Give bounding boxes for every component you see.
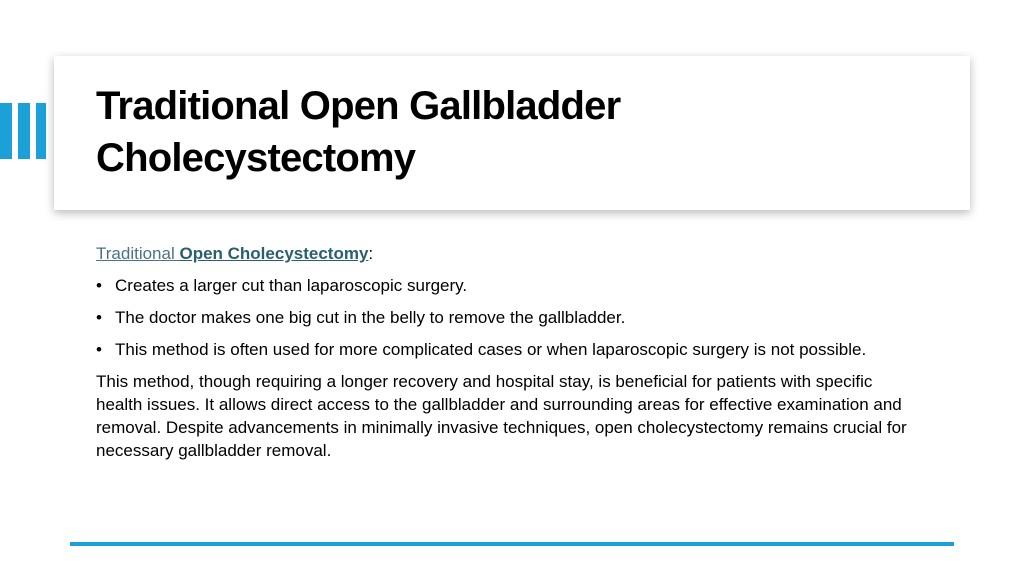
bullet-icon: • <box>96 276 102 295</box>
list-item-text: The doctor makes one big cut in the belly to remove the gallbladder. <box>115 308 626 327</box>
bullet-icon: • <box>96 340 102 359</box>
bottom-divider <box>70 542 954 546</box>
accent-bar <box>0 103 12 159</box>
subheading-link[interactable]: Traditional <box>96 244 180 263</box>
slide-title-line: Traditional Open Gallbladder <box>96 84 621 128</box>
list-item <box>96 306 926 329</box>
slide-title <box>96 80 620 184</box>
bullet-icon: • <box>96 308 102 327</box>
bullet-list <box>96 274 926 361</box>
subheading-link-bold[interactable]: Open Cholecystectomy <box>179 244 369 263</box>
body-paragraph: This method, though requiring a longer recovery and hospital stay, is beneficial for patients with specific health issues. It allows direct access to the gallbladder and surrounding areas for effective examination and removal. Despite advancements in minimally invasive techniques, open cholecystectomy remains crucial for necessary gallbladder removal. <box>96 372 907 460</box>
slide-body <box>96 242 926 462</box>
subheading <box>96 242 926 265</box>
list-item-text: This method is often used for more complicated cases or when laparoscopic surgery is not possible. <box>115 340 867 359</box>
list-item-text: Creates a larger cut than laparoscopic surgery. <box>115 276 468 295</box>
accent-bar <box>18 103 30 159</box>
slide-title-line: Cholecystectomy <box>96 136 416 180</box>
title-card <box>54 56 970 210</box>
accent-bar <box>36 103 46 159</box>
list-item <box>96 274 926 297</box>
subheading-suffix: : <box>368 244 374 263</box>
list-item <box>96 338 926 361</box>
